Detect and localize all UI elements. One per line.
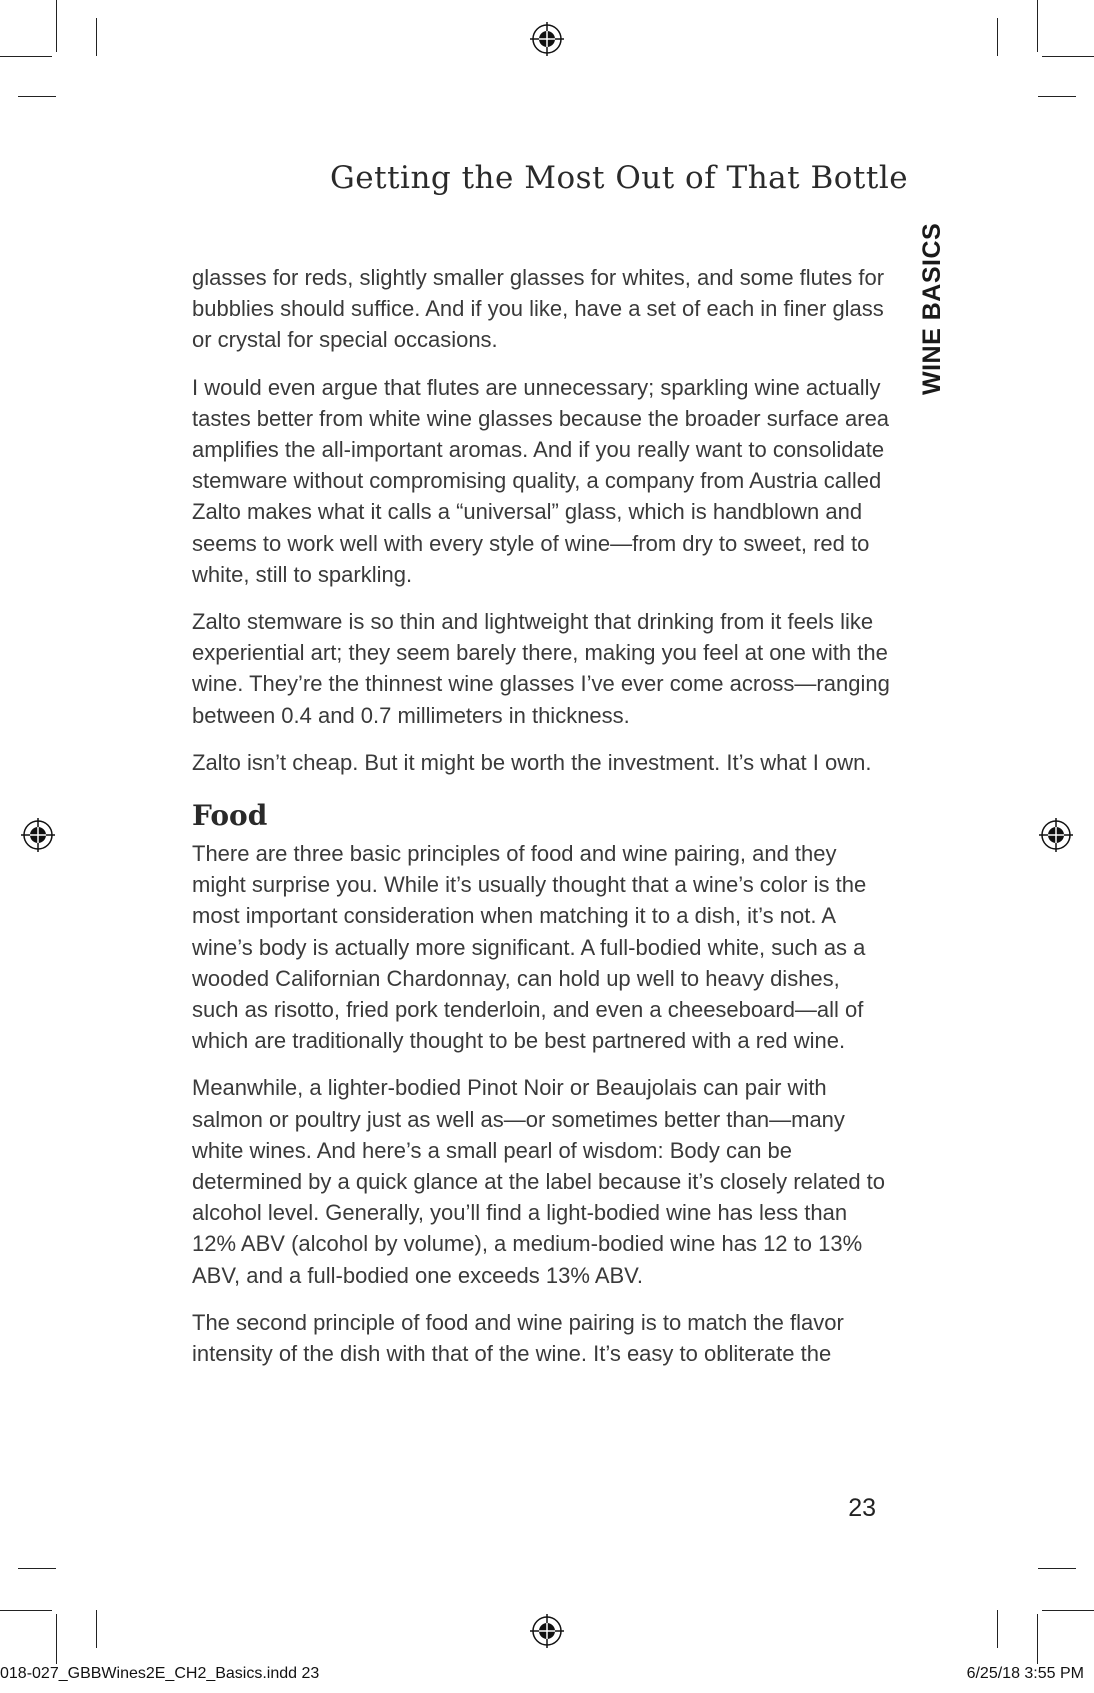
registration-mark-icon xyxy=(1039,818,1073,852)
page-number: 23 xyxy=(848,1494,876,1522)
crop-mark xyxy=(18,96,56,97)
crop-mark xyxy=(18,1568,56,1569)
body-paragraph: The second principle of food and wine pairing is to match the flavor intensity of the dish with that of the wine. It’s easy to obliterate the xyxy=(192,1309,844,1367)
body-paragraph: Meanwhile, a lighter-bodied Pinot Noir or Beaujolais can pair with salmon or poultry just as well as—or sometimes better than—many white wines. And here’s a small pearl of wisdom: Body can be determined by a quick glance at the label because it’s closely related to alcohol level. Generally, you’ll find a light-bodied wine has less than 12% ABV (alcohol by volume), a medium-bodied wine has 12 to 13% ABV, and a full-bodied one exceeds 13% ABV. xyxy=(192,1075,886,1288)
crop-mark xyxy=(1038,96,1076,97)
crop-mark xyxy=(56,1614,57,1664)
body-paragraph: Zalto stemware is so thin and lightweight that drinking from it feels like experiential art; they seem barely there, making you feel at one with the wine. They’re the thinnest wine glasses I’ve ever come across—ranging between 0.4 and 0.7 millimeters in thickness. xyxy=(192,609,890,728)
crop-mark xyxy=(0,56,52,57)
crop-mark xyxy=(1037,1614,1038,1664)
body-text xyxy=(192,262,892,1385)
crop-mark xyxy=(997,18,998,56)
crop-mark xyxy=(96,1610,97,1648)
crop-mark xyxy=(1042,1610,1094,1611)
registration-mark-icon xyxy=(530,1614,564,1648)
body-paragraph: I would even argue that flutes are unnecessary; sparkling wine actually tastes better from white wine glasses because the broader surface area amplifies the all-important aromas. And if you really want to consolidate stemware without compromising quality, a company from Austria called Zalto makes what it calls a “universal” glass, which is handblown and seems to work well with every style of wine—from dry to sweet, red to white, still to sparkling. xyxy=(192,374,890,587)
crop-mark xyxy=(56,0,57,52)
crop-mark xyxy=(997,1610,998,1648)
body-paragraph: Zalto isn’t cheap. But it might be worth the investment. It’s what I own. xyxy=(192,749,872,775)
print-slug-timestamp: 6/25/18 3:55 PM xyxy=(966,1665,1084,1682)
section-heading: Food xyxy=(192,799,268,833)
print-slug-filename: 018-027_GBBWines2E_CH2_Basics.indd 23 xyxy=(0,1665,320,1682)
registration-mark-icon xyxy=(21,818,55,852)
registration-mark-icon xyxy=(530,22,564,56)
crop-mark xyxy=(1037,0,1038,52)
crop-mark xyxy=(1038,1568,1076,1569)
crop-mark xyxy=(0,1610,52,1611)
crop-mark xyxy=(96,18,97,56)
section-side-tab: WINE BASICS xyxy=(918,222,946,395)
body-paragraph: There are three basic principles of food and wine pairing, and they might surprise you. While it’s usually thought that a wine’s color is the most important consideration when matching it to a dish, it’s not. A wine’s body is actually more significant. A full-bodied white, such as a wooded Californian Chardonnay, can hold up well to heavy dishes, such as risotto, fried pork tenderloin, and even a cheeseboard—all of which are traditionally thought to be best partnered with a red wine. xyxy=(192,841,867,1054)
crop-mark xyxy=(1042,56,1094,57)
running-head: Getting the Most Out of That Bottle xyxy=(330,160,909,196)
body-paragraph: glasses for reds, slightly smaller glasses for whites, and some flutes for bubblies should suffice. And if you like, have a set of each in finer glass or crystal for special occasions. xyxy=(192,265,885,353)
